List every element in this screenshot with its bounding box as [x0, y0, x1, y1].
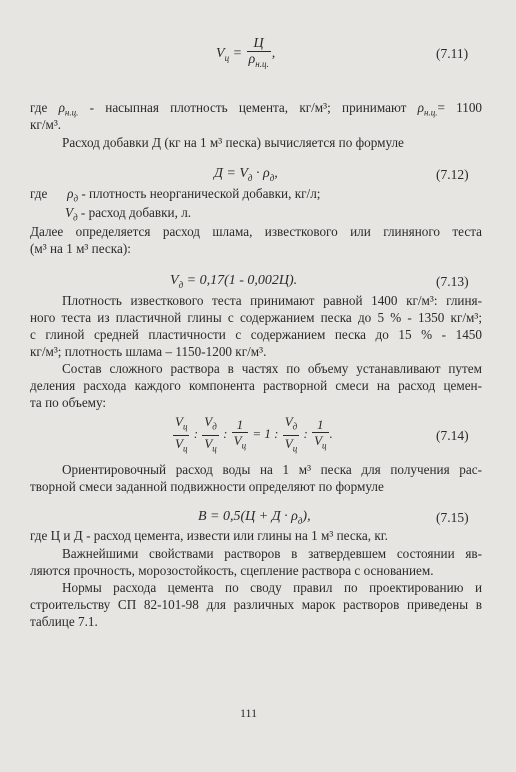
equation-number: (7.15): [436, 510, 469, 525]
text-line: Состав сложного раствора в частях по объему устанавливают путем: [62, 361, 482, 376]
text-line: Важнейшими свойствами растворов в затвердевшем состоянии яв-: [62, 546, 482, 561]
text-line: строительству СП 82-101-98 для различных марок растворов приведены в: [30, 597, 482, 612]
formula-7-14: $\frac{V_ц}{V_ц}$ : $\frac{V_д}{V_ц}$ : $\frac{1}{V_ц}$ = 1 : $\frac{V_д}{V_ц}$ : $\frac{1}{V_ц}$ .: [175, 414, 333, 454]
equation-number: (7.13): [436, 274, 469, 289]
equation-number: (7.14): [436, 428, 469, 443]
equation-number: (7.12): [436, 167, 469, 182]
text-line: Ориентировочный расход воды на 1 м³ песка для получения рас-: [62, 462, 482, 477]
text-line: ного теста из пластичной глины с содержанием песка до 5 % - 1350 кг/м³;: [30, 310, 482, 325]
text-line: ляются прочность, морозостойкость, сцепление раствора с основанием.: [30, 563, 434, 578]
text-line: деления расхода каждого компонента растворной смеси на расход цемен-: [30, 378, 482, 393]
fraction: $\frac{Ц}{\rho_{н.ц.}}$: [248, 36, 269, 69]
text-line: с глиной средней пластичности с содержанием песка до 15 % - 1450: [30, 327, 482, 342]
text-line: Расход добавки Д (кг на 1 м³ песка) вычисляется по формуле: [62, 135, 404, 150]
text-line: где Ц и Д - расход цемента, извести или глины на 1 м³ песка, кг.: [30, 528, 388, 543]
text-line: где $\rho_{н.ц.}$ - насыпная плотность цемента, кг/м³; принимают $\rho_{н.ц.}= 1100$: [30, 100, 483, 118]
text-line: творной смеси заданной подвижности определяют по формуле: [30, 479, 384, 494]
text-line: где $\rho_д$ - плотность неорганической добавки, кг/л;: [30, 186, 321, 204]
text-line: кг/м³.: [30, 117, 62, 132]
text-line: Далее определяется расход шлама, известкового или глиняного теста: [30, 224, 482, 239]
text-line: Плотность известкового теста принимают равной 1400 кг/м³: глиня-: [62, 293, 482, 308]
formula-7-15: $B = 0,5(Ц + Д \cdot \rho_д)$,: [198, 509, 311, 526]
formula-7-11: $V_ц$ = $\frac{Ц}{\rho_{н.ц.}}$ ,: [216, 36, 275, 72]
formula-7-12: $Д = V_д \cdot \rho_д$,: [214, 166, 278, 183]
text-line: таблице 7.1.: [30, 614, 98, 629]
text-line: Нормы расхода цемента по своду правил по проектированию и: [62, 580, 482, 595]
text-line: кг/м³; плотность шлама – 1150-1200 кг/м³.: [30, 344, 267, 359]
text-line: та по объему:: [30, 395, 107, 410]
text-line: (м³ на 1 м³ песка):: [30, 241, 131, 256]
formula-7-13: $V_д = 0,17(1 - 0,002Ц)$.: [170, 273, 298, 290]
text-line: $V_д$ - расход добавки, л.: [65, 205, 192, 223]
equation-number: (7.11): [436, 46, 469, 61]
page-number: 111: [240, 706, 258, 720]
